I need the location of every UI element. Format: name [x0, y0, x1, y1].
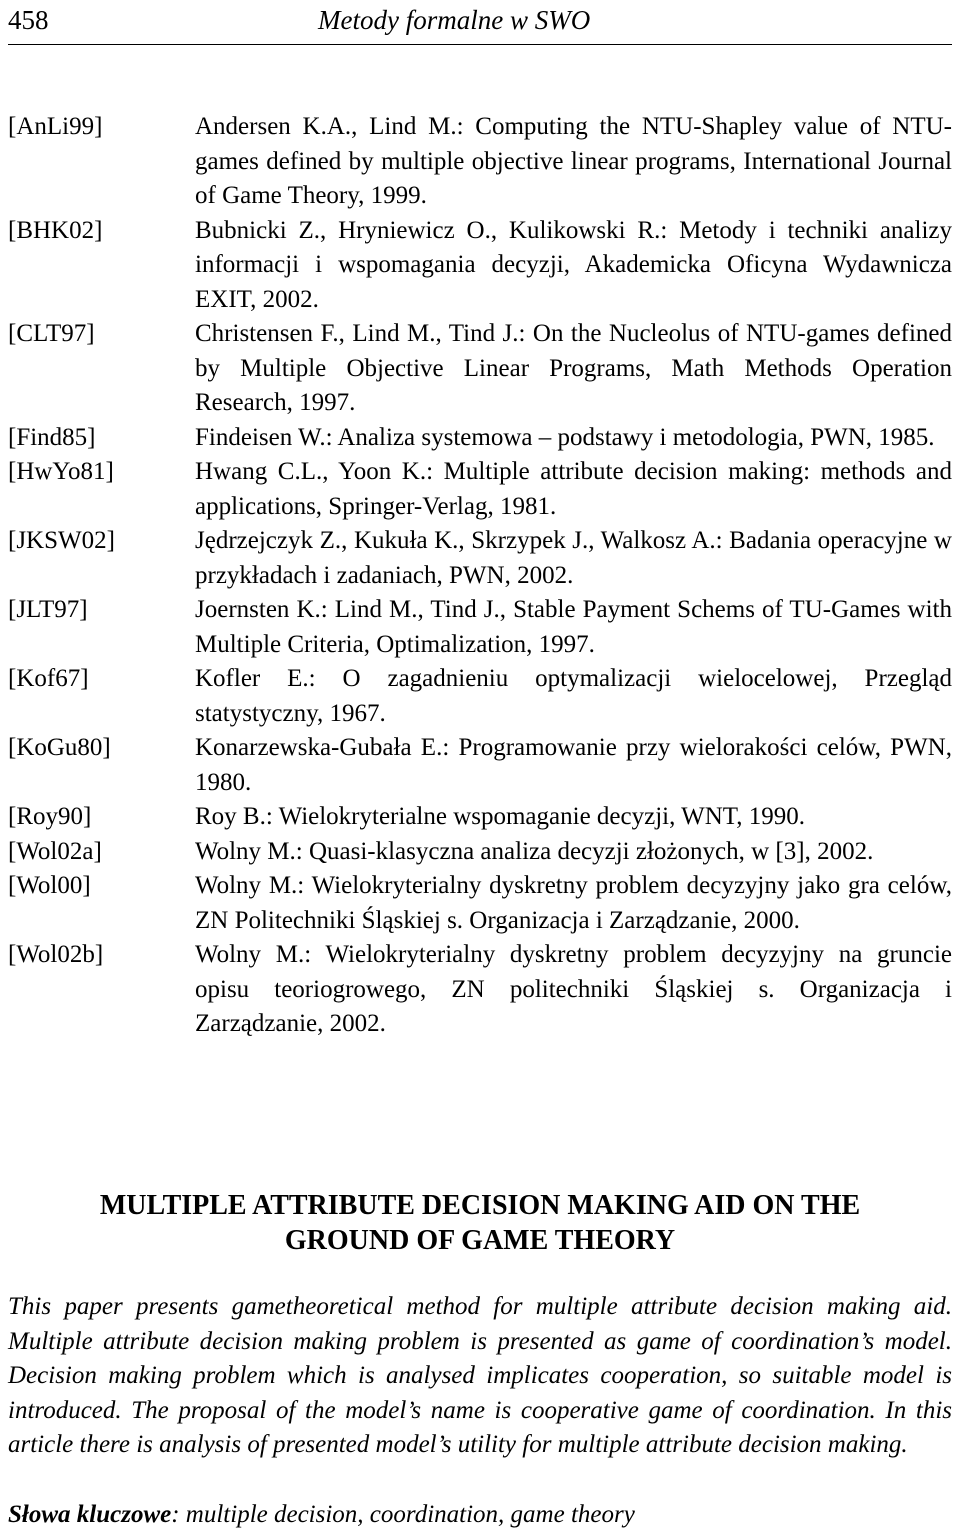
reference-text: Hwang C.L., Yoon K.: Multiple attribute decision making: methods and applications, Springer-Verlag, 1981.: [195, 458, 952, 520]
reference-text: Konarzewska-Gubała E.: Programowanie przy wielorakości celów, PWN, 1980.: [195, 734, 952, 796]
header-title: Metody formalne w SWO: [318, 5, 591, 35]
reference-text: Wolny M.: Wielokryterialny dyskretny problem decyzyjny jako gra celów, ZN Politechniki Śląskiej s. Organizacja i Zarządzanie, 2000.: [195, 872, 952, 934]
reference-key: [AnLi99]: [8, 113, 103, 140]
reference-entry: [8, 214, 952, 318]
reference-key: [KoGu80]: [8, 734, 111, 761]
reference-entry: [8, 455, 952, 524]
paper-title: [20, 1188, 940, 1258]
reference-key: [Wol00]: [8, 872, 91, 899]
running-header: [8, 0, 952, 45]
reference-key: [BHK02]: [8, 216, 103, 244]
reference-text: Roy B.: Wielokryterialne wspomaganie decyzji, WNT, 1990.: [195, 803, 805, 830]
keywords: [8, 1498, 952, 1533]
reference-key: [Wol02a]: [8, 837, 102, 865]
reference-entry: [8, 662, 952, 731]
reference-key: [Find85]: [8, 423, 96, 451]
reference-entry: [8, 869, 952, 938]
reference-text: Christensen F., Lind M., Tind J.: On the Nucleolus of NTU-games defined by Multiple Objective Linear Programs, Math Methods Operation Research, 1997.: [195, 320, 952, 416]
reference-entry: [8, 835, 952, 870]
reference-text: Jędrzejczyk Z., Kukuła K., Skrzypek J., Walkosz A.: Badania operacyjne w przykładach i zadaniach, PWN, 2002.: [195, 527, 952, 589]
reference-key: [JKSW02]: [8, 527, 115, 554]
reference-key: [Kof67]: [8, 665, 89, 692]
reference-entry: [8, 800, 952, 835]
reference-text: Andersen K.A., Lind M.: Computing the NTU-Shapley value of NTU-games defined by multiple objective linear programs, International Journal of Game Theory, 1999.: [195, 113, 952, 209]
reference-entry: [8, 524, 952, 593]
reference-text: Findeisen W.: Analiza systemowa – podstawy i metodologia, PWN, 1985.: [195, 423, 935, 451]
reference-key: [Roy90]: [8, 803, 92, 830]
reference-entry: [8, 110, 952, 214]
reference-entry: [8, 421, 952, 456]
reference-entry: [8, 593, 952, 662]
reference-text: Joernsten K.: Lind M., Tind J., Stable Payment Schems of TU-Games with Multiple Criteria, Optimalization, 1997.: [195, 596, 952, 658]
keywords-label: Słowa kluczowe: [8, 1501, 172, 1528]
reference-text: Kofler E.: O zagadnieniu optymalizacji wielocelowej, Przegląd statystyczny, 1967.: [195, 665, 952, 727]
paper-title-line-2: GROUND OF GAME THEORY: [284, 1225, 676, 1256]
reference-key: [Wol02b]: [8, 941, 104, 968]
reference-entry: [8, 317, 952, 421]
reference-list: [8, 110, 952, 1042]
reference-key: [JLT97]: [8, 596, 88, 623]
keywords-text: : multiple decision, coordination, game theory: [171, 1501, 635, 1528]
reference-key: [HwYo81]: [8, 458, 114, 485]
page-number: 458: [8, 5, 49, 35]
abstract: This paper presents gametheoretical method for multiple attribute decision making aid. Multiple attribute decision making problem is presented as game of coordination’s model. Decision making problem which is analysed implicates cooperation, so suitable model is introduced. The proposal of the model’s name is cooperative game of coordination. In this article there is analysis of presented model’s utility for multiple attribute decision making.: [8, 1293, 952, 1458]
paper-title-line-1: MULTIPLE ATTRIBUTE DECISION MAKING AID ON THE: [99, 1190, 861, 1221]
reference-entry: [8, 938, 952, 1042]
reference-entry: [8, 731, 952, 800]
reference-text: Bubnicki Z., Hryniewicz O., Kulikowski R.: Metody i techniki analizy informacji i wspomagania decyzji, Akademicka Oficyna Wydawnicza EXIT, 2002.: [195, 216, 952, 313]
reference-key: [CLT97]: [8, 320, 95, 347]
reference-text: Wolny M.: Wielokryterialny dyskretny problem decyzyjny na gruncie opisu teoriogrowego, ZN politechniki Śląskiej s. Organizacja i Zarządzanie, 2002.: [195, 941, 952, 1037]
reference-text: Wolny M.: Quasi-klasyczna analiza decyzji złożonych, w [3], 2002.: [195, 837, 874, 865]
